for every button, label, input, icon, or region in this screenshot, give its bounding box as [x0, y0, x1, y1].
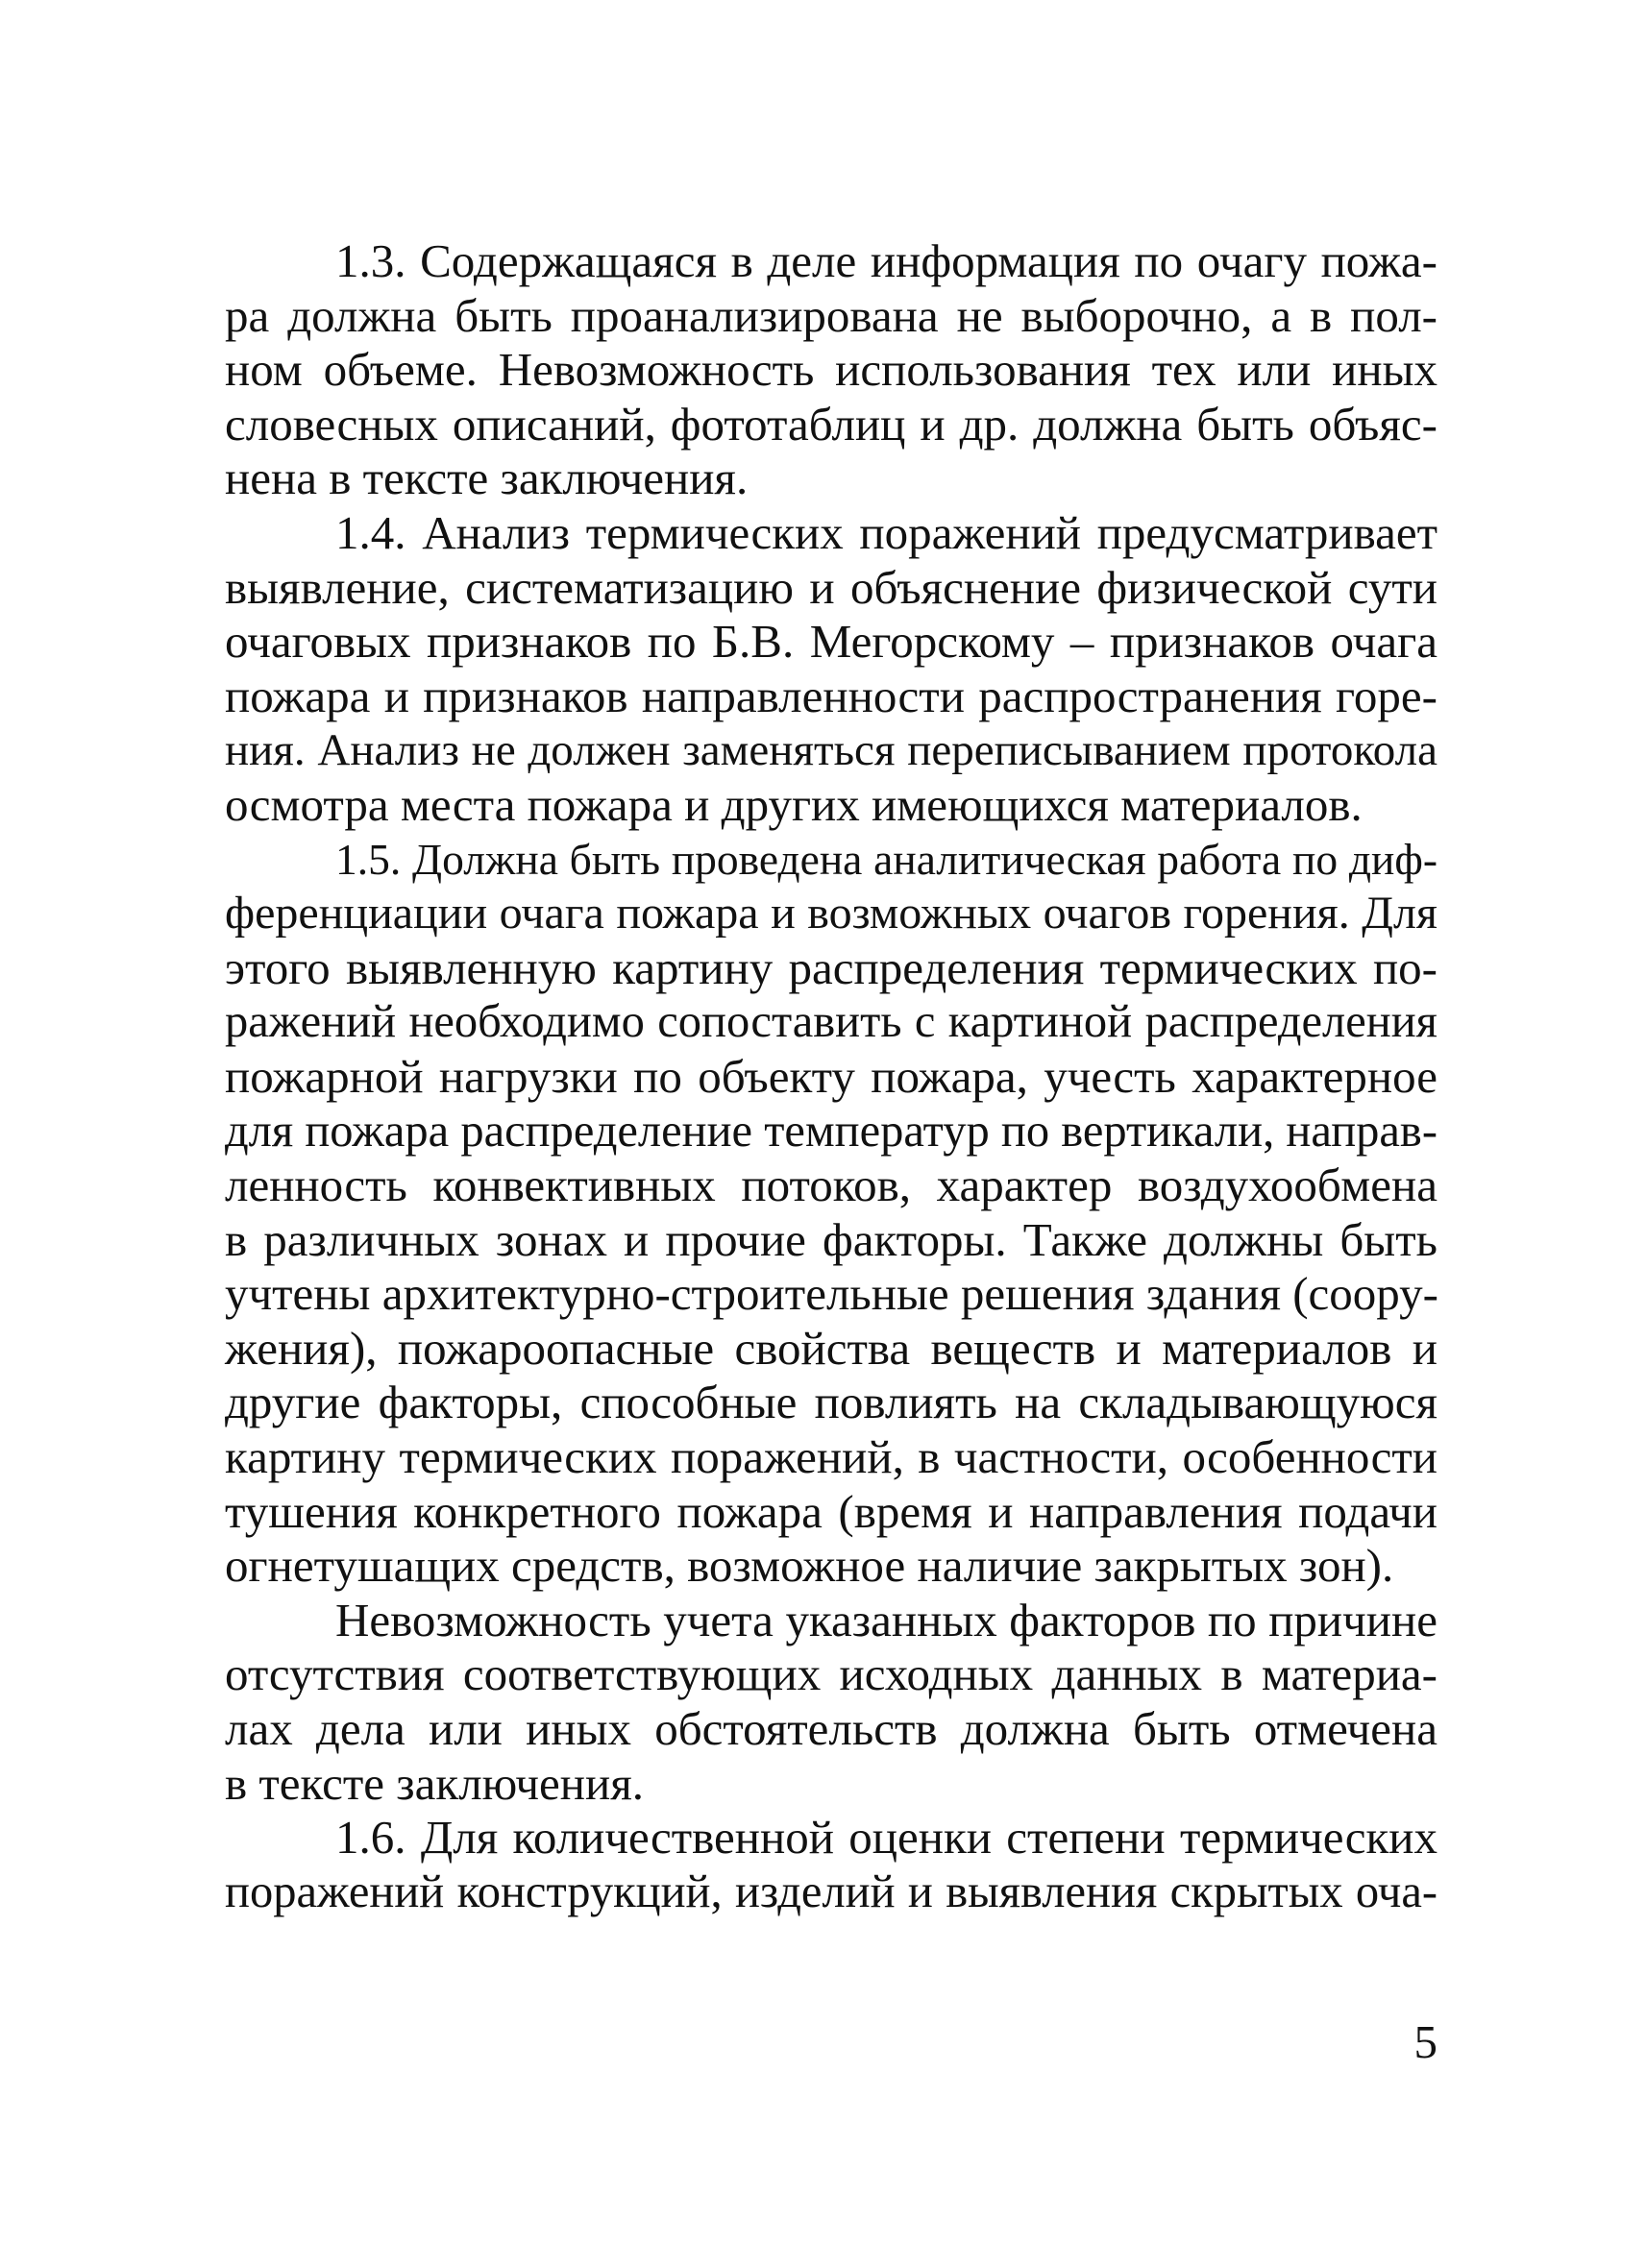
text-line: этого выявленную картину распределения термических по-: [225, 940, 1437, 994]
text-line: ленность конвективных потоков, характер воздухообмена: [225, 1158, 1437, 1212]
body-text: [225, 234, 1437, 1919]
text-line: жения), пожароопасные свойства веществ и материалов и: [225, 1321, 1437, 1375]
text-line: 1.6. Для количественной оценки степени термических: [335, 1811, 1437, 1865]
text-line: тушения конкретного пожара (время и направления подачи: [225, 1484, 1437, 1538]
text-line: ра должна быть проанализирована не выборочно, а в пол-: [225, 288, 1437, 342]
text-line: для пожара распределение температур по вертикали, направ-: [225, 1105, 1437, 1157]
text-line: пожара и признаков направленности распространения горе-: [225, 669, 1437, 722]
text-line: отсутствия соответствующих исходных данных в материа-: [225, 1647, 1437, 1701]
text-line: 1.3. Содержащаяся в деле информация по очагу пожа-: [335, 234, 1437, 287]
text-line: в тексте заключения.: [225, 1756, 645, 1810]
text-line: ражений необходимо сопоставить с картиной распределения: [225, 996, 1437, 1048]
text-line: пожарной нагрузки по объекту пожара, учесть характерное: [225, 1049, 1437, 1103]
text-line: словесных описаний, фототаблиц и др. должна быть объяс-: [225, 397, 1437, 451]
text-line: выявление, систематизацию и объяснение физической сути: [225, 560, 1437, 614]
text-line: очаговых признаков по Б.В. Мегорскому – признаков очага: [225, 615, 1437, 669]
text-line: другие факторы, способные повлиять на складывающуюся: [225, 1376, 1437, 1429]
text-line: лах дела или иных обстоятельств должна быть отмечена: [225, 1702, 1437, 1756]
text-line: 1.4. Анализ термических поражений предусматривает: [335, 505, 1437, 559]
text-line: нена в тексте заключения.: [225, 451, 749, 505]
text-line: поражений конструкций, изделий и выявления скрытых оча-: [225, 1866, 1437, 1917]
text-line: ния. Анализ не должен заменяться переписыванием протокола: [225, 725, 1437, 776]
text-line: картину термических поражений, в частности, особенности: [225, 1430, 1437, 1484]
page-number: 5: [1413, 2015, 1437, 2068]
text-line: огнетушащих средств, возможное наличие закрытых зон).: [225, 1539, 1394, 1593]
text-line: осмотра места пожара и других имеющихся материалов.: [225, 777, 1363, 831]
text-line: Невозможность учета указанных факторов по причине: [335, 1593, 1437, 1646]
text-line: ном объеме. Невозможность использования тех или иных: [225, 343, 1437, 397]
text-line: 1.5. Должна быть проведена аналитическая работа по диф-: [335, 834, 1437, 884]
text-line: учтены архитектурно-строительные решения здания (соору-: [225, 1267, 1438, 1321]
text-line: в различных зонах и прочие факторы. Также должны быть: [225, 1212, 1437, 1266]
text-line: ференциации очага пожара и возможных очагов горения. Для: [225, 888, 1437, 939]
